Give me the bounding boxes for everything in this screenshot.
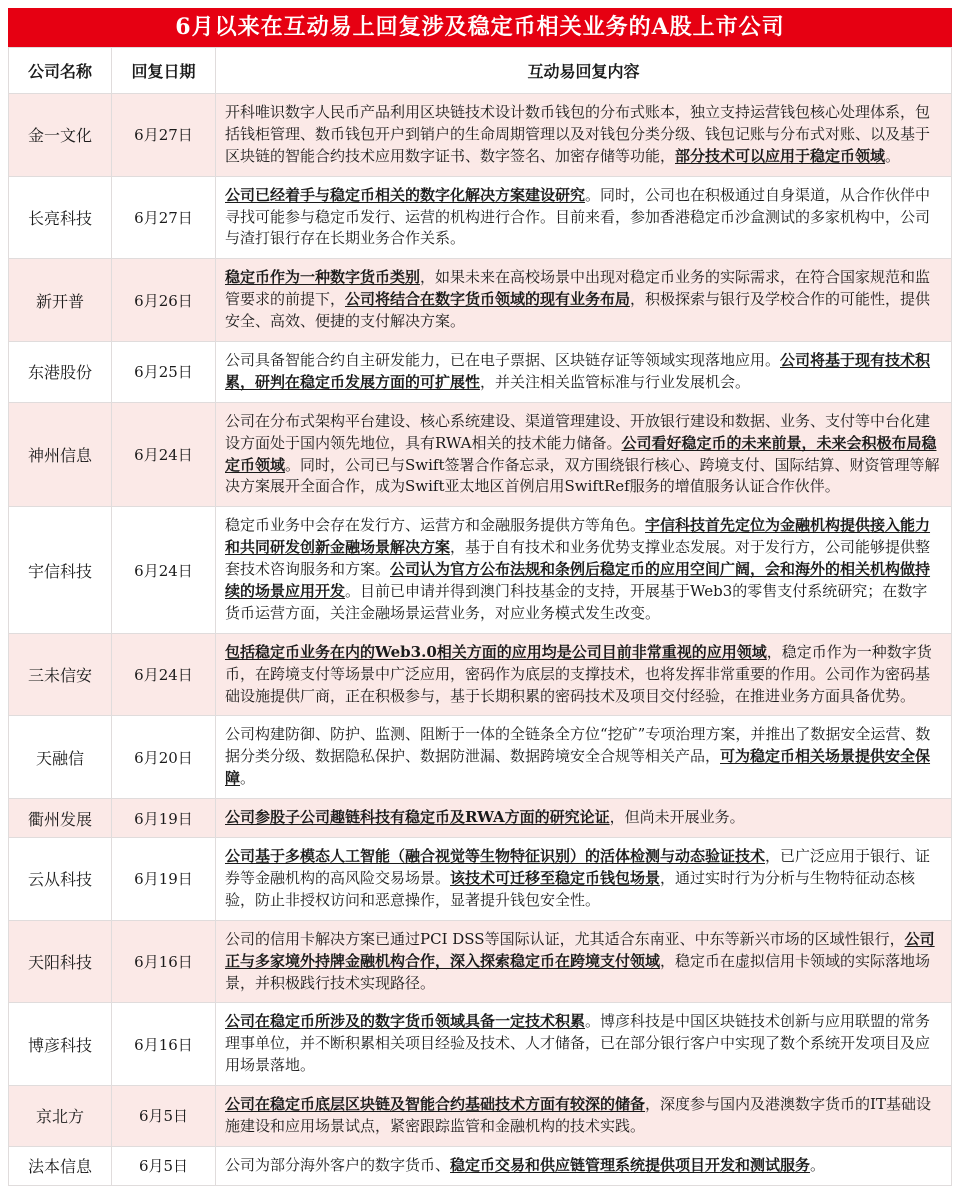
reply-date: 6月27日 — [112, 176, 216, 259]
emphasized-text: 包括稳定币业务在内的Web3.0相关方面的应用均是公司目前非常重视的应用领域 — [225, 642, 767, 661]
plain-text: ，深度参与国内及港澳数字货币的IT基础设施建设和应用场景试点，紧密跟踪监管和金融机构的技术实践。 — [225, 1095, 931, 1135]
company-name: 京北方 — [9, 1086, 112, 1147]
reply-content — [216, 920, 952, 1003]
emphasized-text: 公司基于多模态人工智能（融合视觉等生物特征识别）的活体检测与动态验证技术 — [225, 847, 766, 866]
emphasized-text: 可为稳定币相关场景提供安全保障 — [225, 747, 931, 788]
reply-content — [216, 507, 952, 633]
emphasized-text: 公司在稳定币所涉及的数字货币领域具备一定技术积累 — [225, 1012, 586, 1031]
company-name: 神州信息 — [9, 402, 112, 507]
table-row — [9, 1086, 952, 1147]
company-name: 法本信息 — [9, 1146, 112, 1185]
plain-text: 开科唯识数字人民币产品利用区块链技术设计数币钱包的分布式账本，独立支持运营钱包核心处理体系，包括钱柜管理、数币钱包开户到销户的生命周期管理以及对钱包分类分级、钱包记账与分布式对账、以及基于区块链的智能合约技术应用数字证书、数字签名、加密存储等功能， — [225, 103, 931, 165]
emphasized-text: 公司看好稳定币的未来前景，未来会积极布局稳定币领域 — [225, 433, 937, 474]
table-row — [9, 920, 952, 1003]
reply-date: 6月19日 — [112, 799, 216, 838]
plain-text: ，稳定币作为一种数字货币，在跨境支付等场景中广泛应用，密码作为底层的支撑技术，也将发挥非常重要的作用。公司作为密码基础设施提供厂商，正在积极参与，基于长期积累的密码技术及项目交付经验，在推进业务方面具备优势。 — [225, 642, 932, 705]
table-title: 6月以来在互动易上回复涉及稳定币相关业务的A股上市公司 — [8, 8, 952, 47]
company-name: 宇信科技 — [9, 507, 112, 633]
plain-text: 。 — [810, 1155, 826, 1174]
table-row — [9, 1146, 952, 1185]
emphasized-text: 公司参股子公司趣链科技有稳定币及RWA方面的研究论证 — [225, 808, 610, 827]
reply-date: 6月26日 — [112, 259, 216, 342]
table-row — [9, 507, 952, 633]
reply-content — [216, 94, 952, 177]
plain-text: 稳定币业务中会存在发行方、运营方和金融服务提供方等角色。 — [225, 516, 646, 535]
plain-text: ，如果未来在高校场景中出现对稳定币业务的实际需求，在符合国家规范和监管要求的前提下， — [225, 268, 931, 309]
company-name: 三未信安 — [9, 633, 112, 716]
reply-date: 6月20日 — [112, 716, 216, 799]
plain-text: ，已广泛应用于银行、证券等金融机构的高风险交易场景。 — [225, 847, 931, 887]
table-row — [9, 176, 952, 259]
col-header-company: 公司名称 — [9, 48, 112, 94]
company-name: 衢州发展 — [9, 799, 112, 838]
emphasized-text: 宇信科技首先定位为金融机构提供接入能力和共同研发创新金融场景解决方案 — [225, 516, 931, 557]
reply-content — [216, 716, 952, 799]
company-name: 金一文化 — [9, 94, 112, 177]
company-name: 天阳科技 — [9, 920, 112, 1003]
companies-table — [8, 47, 952, 1186]
table-row — [9, 799, 952, 838]
plain-text: 公司的信用卡解决方案已通过PCI DSS等国际认证，尤其适合东南亚、中东等新兴市场的区域性银行， — [225, 929, 905, 948]
reply-date: 6月16日 — [112, 920, 216, 1003]
reply-content — [216, 1086, 952, 1147]
plain-text: ，基于自有技术和业务优势支撑业态发展。对于发行方，公司能够提供整套技术咨询服务和方案。 — [225, 538, 931, 579]
plain-text: 公司构建防御、防护、监测、阻断于一体的全链条全方位“挖矿”专项治理方案，并推出了数据安全运营、数据分类分级、数据隐私保护、数据防泄漏、数据跨境安全合规等相关产品， — [225, 725, 931, 766]
reply-date: 6月19日 — [112, 838, 216, 921]
company-name: 东港股份 — [9, 342, 112, 403]
reply-date: 6月16日 — [112, 1003, 216, 1086]
plain-text: 。 — [885, 146, 901, 165]
reply-date: 6月24日 — [112, 507, 216, 633]
table-row — [9, 259, 952, 342]
table-row — [9, 402, 952, 507]
col-header-content: 互动易回复内容 — [216, 48, 952, 94]
reply-content — [216, 1003, 952, 1086]
reply-content — [216, 342, 952, 403]
col-header-date: 回复日期 — [112, 48, 216, 94]
table-row — [9, 716, 952, 799]
plain-text: 。同时，公司已与Swift签署合作备忘录，双方围绕银行核心、跨境支付、国际结算、财资管理等解决方案展开全面合作，成为Swift亚太地区首例启用SwiftRef服务的增值服务认证合作伙伴。 — [225, 455, 940, 496]
reply-date: 6月24日 — [112, 402, 216, 507]
emphasized-text: 公司认为官方公布法规和条例后稳定币的应用空间广阔，会和海外的相关机构做持续的场景应用开发 — [225, 560, 931, 601]
plain-text: 。同时，公司也在积极通过自身渠道，从合作伙伴中寻找可能参与稳定币发行、运营的机构进行合作。目前来看，参加香港稳定币沙盒测试的多家机构中，公司与渣打银行存在长期业务合作关系。 — [225, 185, 931, 248]
reply-date: 6月5日 — [112, 1146, 216, 1185]
reply-date: 6月5日 — [112, 1086, 216, 1147]
emphasized-text: 公司在稳定币底层区块链及智能合约基础技术方面有较深的储备 — [225, 1095, 646, 1114]
emphasized-text: 稳定币作为一种数字货币类别 — [225, 268, 421, 287]
reply-content — [216, 259, 952, 342]
reply-date: 6月27日 — [112, 94, 216, 177]
emphasized-text: 公司已经着手与稳定币相关的数字化解决方案建设研究 — [225, 185, 586, 204]
reply-content — [216, 799, 952, 838]
header-row — [9, 48, 952, 94]
plain-text: ，并关注相关监管标准与行业发展机会。 — [480, 372, 751, 391]
emphasized-text: 该技术可迁移至稳定币钱包场景 — [450, 868, 661, 887]
plain-text: 。 — [240, 769, 256, 788]
plain-text: 。目前已申请并得到澳门科技基金的支持，开展基于Web3的零售支付系统研究；在数字货币运营方面，关注金融场景运营业务，对应业务模式发生改变。 — [225, 582, 928, 622]
plain-text: ，积极探索与银行及学校合作的可能性，提供安全、高效、便捷的支付解决方案。 — [225, 290, 931, 331]
emphasized-text: 公司将结合在数字货币领域的现有业务布局 — [345, 290, 631, 309]
company-name: 博彦科技 — [9, 1003, 112, 1086]
table-row — [9, 342, 952, 403]
emphasized-text: 公司正与多家境外持牌金融机构合作，深入探索稳定币在跨境支付领域 — [225, 929, 935, 970]
reply-content — [216, 633, 952, 716]
emphasized-text: 稳定币交易和供应链管理系统提供项目开发和测试服务 — [450, 1155, 811, 1174]
plain-text: 公司为部分海外客户的数字货币、 — [225, 1155, 451, 1174]
plain-text: ，通过实时行为分析与生物特征动态核验，防止非授权访问和恶意操作，显著提升钱包安全性。 — [225, 868, 916, 909]
table-row — [9, 838, 952, 921]
emphasized-text: 公司将基于现有技术积累，研判在稳定币发展方面的可扩展性 — [225, 351, 931, 391]
plain-text: 公司在分布式架构平台建设、核心系统建设、渠道管理建设、开放银行建设和数据、业务、支付等中台化建设方面处于国内领先地位，具有RWA相关的技术能力储备。 — [225, 411, 931, 452]
plain-text: 。博彦科技是中国区块链技术创新与应用联盟的常务理事单位，并不断积累相关项目经验及技术、人才储备，已在部分银行客户中实现了数个系统开发项目及应用场景落地。 — [225, 1012, 931, 1075]
plain-text: ，但尚未开展业务。 — [609, 808, 745, 827]
reply-date: 6月24日 — [112, 633, 216, 716]
plain-text: ，稳定币在虚拟信用卡领域的实际落地场景，并积极践行技术实现路径。 — [225, 951, 931, 992]
table-row — [9, 94, 952, 177]
company-name: 云从科技 — [9, 838, 112, 921]
table-body — [9, 94, 952, 1186]
reply-content — [216, 1146, 952, 1185]
table-row — [9, 1003, 952, 1086]
table-row — [9, 633, 952, 716]
reply-date: 6月25日 — [112, 342, 216, 403]
emphasized-text: 部分技术可以应用于稳定币领域 — [675, 146, 886, 165]
company-name: 天融信 — [9, 716, 112, 799]
plain-text: 公司具备智能合约自主研发能力，已在电子票据、区块链存证等领域实现落地应用。 — [225, 351, 781, 370]
reply-content — [216, 176, 952, 259]
reply-content — [216, 402, 952, 507]
company-name: 长亮科技 — [9, 176, 112, 259]
company-name: 新开普 — [9, 259, 112, 342]
reply-content — [216, 838, 952, 921]
